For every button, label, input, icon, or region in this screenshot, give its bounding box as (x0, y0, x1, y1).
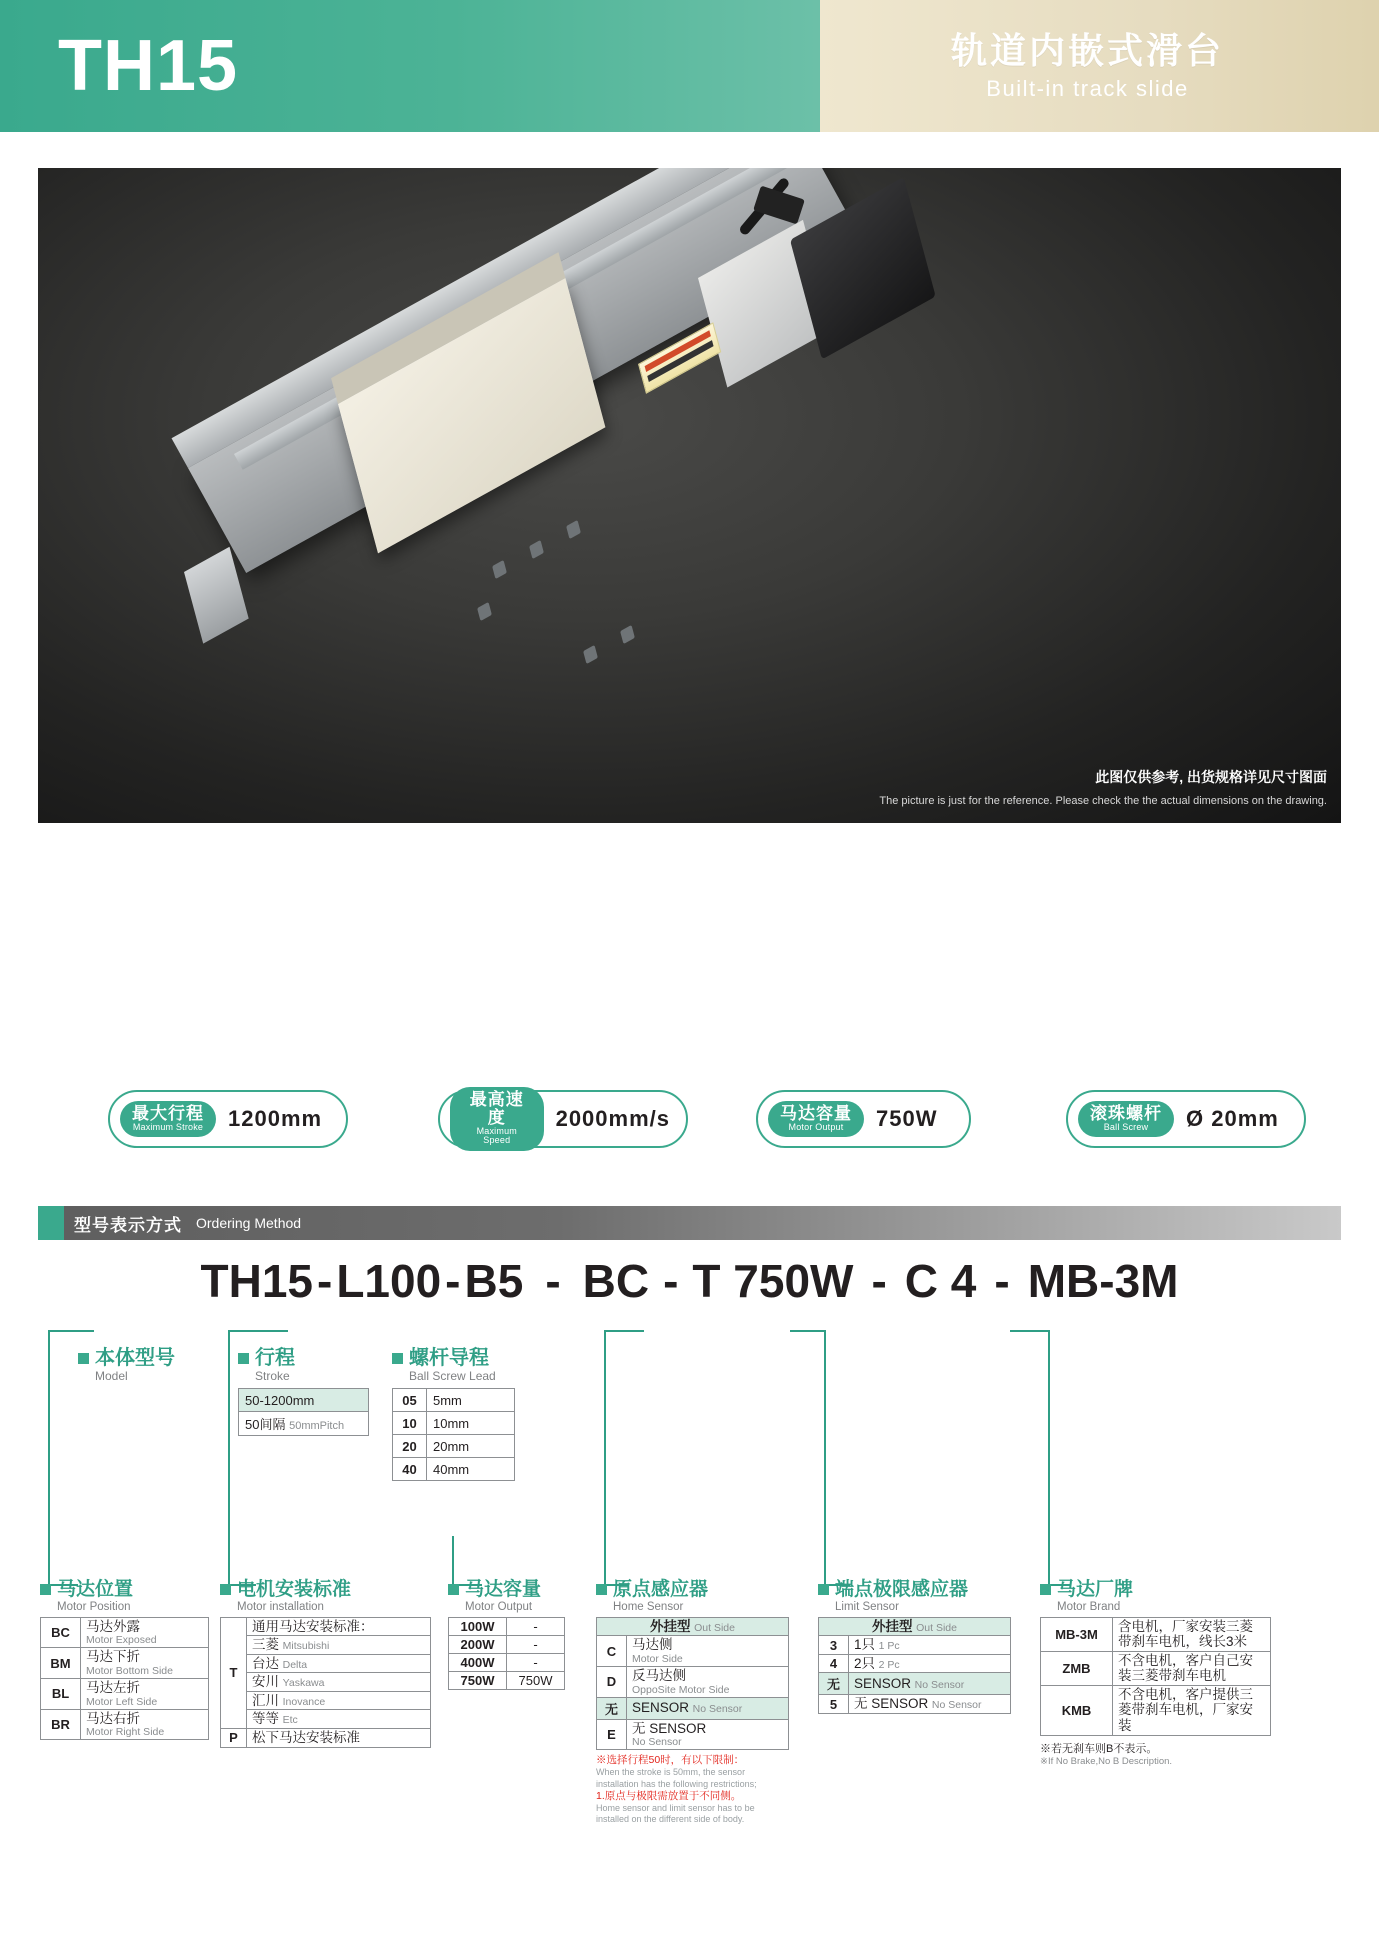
code-cell: T (221, 1617, 247, 1728)
note2-line-cn: 1.原点与极限需放置于不同侧。 (596, 1789, 742, 1802)
desc-cn: 马达下折 (86, 1649, 140, 1665)
table-row (41, 1648, 209, 1679)
desc-en: Motor Left Side (86, 1695, 158, 1708)
group-title-cn-text: 行程 (255, 1347, 295, 1369)
spec-value: Ø 20mm (1186, 1106, 1279, 1131)
group-title-cn-text: 原点感应器 (613, 1579, 709, 1600)
desc-cell (627, 1719, 789, 1750)
table-row (221, 1710, 431, 1729)
spec-value: 1200mm (228, 1106, 323, 1131)
group-marker-icon (818, 1584, 829, 1595)
product-title-en: Built-in track slide (986, 75, 1189, 101)
desc-cn: 台达 (252, 1655, 279, 1671)
code-cell: 100W (449, 1617, 507, 1635)
section-title-cn: 型号表示方式 (74, 1215, 182, 1235)
value-cell: 750W (507, 1671, 565, 1689)
code-cell: 4 (819, 1654, 849, 1673)
group-marker-icon (78, 1353, 89, 1364)
table-row (221, 1673, 431, 1692)
connector-line (452, 1536, 454, 1586)
connector-line (48, 1330, 94, 1332)
group-title-cn (238, 1348, 369, 1369)
code-cell: P (221, 1728, 247, 1747)
group-title-en: Motor Output (465, 1600, 533, 1613)
code-cell: BM (41, 1648, 81, 1679)
desc-cell (627, 1697, 789, 1719)
cover-screw (583, 645, 598, 664)
desc-en: Motor Side (632, 1652, 683, 1665)
code-cell: BC (41, 1617, 81, 1648)
group-title-cn-text: 马达厂牌 (1057, 1579, 1134, 1600)
desc-en: No Sensor (914, 1679, 965, 1692)
cover-screw (620, 625, 635, 644)
order-code-part-motor-position: BC (582, 1255, 650, 1307)
desc-cn: 三菱 (252, 1637, 279, 1653)
desc-cell (627, 1666, 789, 1697)
order-code-dash: - (445, 1255, 461, 1307)
code-cell: 无 (819, 1673, 849, 1695)
connector-line (604, 1330, 606, 1586)
group-stroke (238, 1348, 369, 1436)
group-title-en: Stroke (255, 1369, 290, 1383)
table-row (819, 1654, 1011, 1673)
desc-cn: 2只 (854, 1655, 876, 1671)
group-model (78, 1348, 175, 1383)
desc-en: 2 Pc (878, 1658, 900, 1671)
group-title-cn-text: 电机安装标准 (237, 1579, 352, 1600)
desc-en: Mitsubishi (282, 1640, 330, 1653)
order-code-dash: - (545, 1255, 561, 1307)
desc-en: Yaskawa (282, 1677, 325, 1690)
desc-en: Motor Bottom Side (86, 1664, 173, 1677)
desc-cell (1113, 1651, 1271, 1685)
desc-cn: SENSOR (854, 1676, 912, 1692)
desc-cn: 无 SENSOR (632, 1720, 707, 1736)
code-cell: C (597, 1636, 627, 1667)
table-row (1041, 1651, 1271, 1685)
group-limit-sensor (818, 1580, 1011, 1714)
desc-en: No Sensor (931, 1699, 982, 1712)
code-cell: BR (41, 1709, 81, 1740)
table-row (1041, 1685, 1271, 1735)
order-code-part-motor-output: T 750W (692, 1255, 854, 1307)
table-row (41, 1679, 209, 1710)
desc-cell (247, 1673, 431, 1692)
group-title-cn (40, 1580, 209, 1601)
code-cell: E (597, 1719, 627, 1750)
group-title-cn-text: 螺杆导程 (409, 1347, 489, 1369)
group-title-en: Motor Brand (1057, 1600, 1121, 1613)
group-marker-icon (596, 1584, 607, 1595)
desc-cn: 马达右折 (86, 1710, 140, 1726)
desc-cn: 安川 (252, 1674, 279, 1690)
desc-cell (81, 1617, 209, 1648)
spec-label-cn: 最大行程 (132, 1103, 204, 1123)
note-line-cn: ※选择行程50时，有以下限制： (596, 1754, 745, 1767)
desc-cn: 松下马达安装标准 (252, 1729, 360, 1745)
connector-line (790, 1330, 826, 1332)
value-cell: - (507, 1653, 565, 1671)
desc-en: Inovance (282, 1695, 326, 1708)
spec-pill-row (38, 1090, 1341, 1154)
order-code-dash: - (871, 1255, 887, 1307)
stroke-option-table (238, 1388, 369, 1436)
note2-line-en: Home sensor and limit sensor has to be installed on the different side of body. (596, 1802, 755, 1825)
spec-pill-caption (120, 1101, 216, 1137)
desc-cn: 1只 (854, 1637, 876, 1653)
group-title-cn (448, 1580, 565, 1601)
order-code-part-model: TH15 (200, 1255, 313, 1307)
section-title-en: Ordering Method (196, 1215, 302, 1231)
desc-en: No Sensor (692, 1703, 743, 1716)
table-row (597, 1697, 789, 1719)
order-code-dash: - (994, 1255, 1010, 1307)
desc-cn: 马达左折 (86, 1680, 140, 1696)
code-cell: 无 (597, 1697, 627, 1719)
group-marker-icon (40, 1584, 51, 1595)
lead-code: 10 (393, 1412, 427, 1435)
code-cell: 750W (449, 1671, 507, 1689)
spec-pill-ball-screw (1066, 1090, 1306, 1148)
group-marker-icon (238, 1353, 249, 1364)
motor-output-table (448, 1617, 565, 1690)
desc-en: Out Side (694, 1621, 735, 1634)
desc-cn: 不含电机，客户提供三菱带刹车电机，厂家安装 (1118, 1686, 1253, 1733)
order-code-dash: - (316, 1255, 333, 1307)
value-cell: - (507, 1617, 565, 1635)
desc-en: Motor Right Side (86, 1726, 165, 1739)
group-title-en: Limit Sensor (835, 1600, 899, 1613)
spec-label-en: Motor Output (788, 1121, 844, 1132)
note-line-en: ※If No Brake,No B Description. (1040, 1755, 1173, 1767)
code-cell: 5 (819, 1695, 849, 1714)
lead-value: 10mm (427, 1412, 515, 1435)
lead-value: 20mm (427, 1435, 515, 1458)
group-ball-screw-lead (392, 1348, 515, 1481)
lead-code: 20 (393, 1435, 427, 1458)
photo-disclaimer-cn: 此图仅供参考, 出货规格详见尺寸图面 (1095, 769, 1327, 785)
spec-label-cn: 马达容量 (780, 1103, 852, 1123)
value-cell: - (507, 1635, 565, 1653)
table-row (449, 1653, 565, 1671)
lead-option-table (392, 1388, 515, 1481)
connector-line (228, 1330, 230, 1586)
spec-label-en: Maximum Stroke (132, 1121, 204, 1132)
cover-screw (566, 520, 581, 539)
group-home-sensor (596, 1580, 789, 1825)
spec-label-cn: 滚珠螺杆 (1090, 1103, 1162, 1123)
group-marker-icon (392, 1353, 403, 1364)
desc-en: Out Side (916, 1621, 957, 1634)
desc-cell (247, 1617, 431, 1636)
desc-cell (81, 1648, 209, 1679)
code-cell: 3 (819, 1636, 849, 1655)
table-row (393, 1458, 515, 1481)
table-row (221, 1617, 431, 1636)
order-code-part-stroke: L100 (336, 1255, 442, 1307)
subheader-cell (819, 1617, 1011, 1636)
header-left-band (0, 0, 820, 132)
table-row (819, 1695, 1011, 1714)
note-line-cn: ※若无刹车则B不表示。 (1040, 1742, 1158, 1755)
desc-cell (247, 1728, 431, 1747)
stroke-range-cell: 50-1200mm (239, 1389, 369, 1412)
code-cell: MB-3M (1041, 1617, 1113, 1651)
desc-en: OppoSite Motor Side (632, 1683, 730, 1696)
desc-cn: 汇川 (252, 1692, 279, 1708)
desc-cn: 不含电机，客户自己安装三菱带刹车电机 (1118, 1652, 1253, 1684)
table-row (597, 1719, 789, 1750)
desc-en: Etc (282, 1714, 298, 1727)
spec-pill-max-speed (438, 1090, 688, 1148)
lead-value: 5mm (427, 1389, 515, 1412)
connector-line (604, 1330, 644, 1332)
product-title-cn: 轨道内嵌式滑台 (950, 30, 1224, 72)
desc-cell (247, 1654, 431, 1673)
group-title-en: Motor installation (237, 1600, 324, 1613)
group-title-cn (1040, 1580, 1271, 1601)
desc-en: No Sensor (632, 1736, 682, 1749)
code-cell: D (597, 1666, 627, 1697)
desc-cn: 通用马达安装标准： (252, 1618, 374, 1634)
table-row (239, 1412, 369, 1436)
table-row (221, 1636, 431, 1655)
section-bar-accent (38, 1206, 64, 1240)
desc-en: 1 Pc (878, 1640, 900, 1653)
lead-value: 40mm (427, 1458, 515, 1481)
desc-cell (81, 1679, 209, 1710)
group-title-cn-text: 端点极限感应器 (835, 1579, 969, 1600)
note-line-en: When the stroke is 50mm, the sensor installation has the following restrictions; (596, 1767, 757, 1789)
product-illustration (38, 168, 1341, 823)
order-code-part-sensor: C 4 (904, 1255, 977, 1307)
group-title-cn-text: 马达位置 (57, 1579, 134, 1600)
spec-pill-caption (768, 1101, 864, 1137)
desc-cell (849, 1654, 1011, 1673)
photo-disclaimer-en: The picture is just for the reference. Please check the the actual dimensions on the drawing. (879, 795, 1327, 807)
table-row (41, 1709, 209, 1740)
table-row (41, 1617, 209, 1648)
desc-cell (627, 1636, 789, 1667)
cover-screw (477, 602, 492, 621)
group-title-en: Home Sensor (613, 1600, 684, 1613)
code-cell: BL (41, 1679, 81, 1710)
desc-en: Motor Exposed (86, 1634, 157, 1647)
desc-cn: SENSOR (632, 1700, 690, 1716)
group-marker-icon (448, 1584, 459, 1595)
desc-cell (247, 1691, 431, 1710)
table-row (449, 1617, 565, 1635)
spec-value: 2000mm/s (555, 1106, 670, 1131)
spec-pill-motor-output (756, 1090, 971, 1148)
desc-cell (81, 1709, 209, 1740)
home-sensor-table (596, 1617, 789, 1750)
header-right-band (820, 0, 1379, 132)
group-title-en: Ball Screw Lead (409, 1369, 496, 1383)
table-row (239, 1389, 369, 1412)
group-title-cn (392, 1348, 515, 1369)
desc-cn: 等等 (252, 1711, 279, 1727)
table-row (221, 1728, 431, 1747)
connector-line (824, 1330, 826, 1586)
table-row (393, 1412, 515, 1435)
desc-cell (1113, 1685, 1271, 1735)
spec-pill-caption (450, 1087, 544, 1151)
home-sensor-note (596, 1754, 786, 1825)
order-code-part-lead: B5 (464, 1255, 524, 1307)
group-motor-brand (1040, 1580, 1271, 1768)
spec-label-cn: 最高速度 (469, 1090, 524, 1128)
table-row (1041, 1617, 1271, 1651)
table-row (393, 1389, 515, 1412)
spec-label-en: Ball Screw (1103, 1121, 1149, 1132)
group-title-cn (78, 1348, 175, 1369)
desc-cn: 外挂型 (872, 1618, 913, 1634)
subheader-cell (597, 1617, 789, 1636)
motor-position-table (40, 1617, 209, 1740)
group-title-cn (596, 1580, 789, 1601)
connector-line (228, 1330, 288, 1332)
spec-value: 750W (876, 1106, 938, 1131)
group-title-en: Model (95, 1369, 128, 1383)
code-cell: 200W (449, 1635, 507, 1653)
group-title-cn (818, 1580, 1011, 1601)
group-motor-position (40, 1580, 209, 1740)
group-title-en: Motor Position (57, 1600, 131, 1613)
cover-screw (529, 540, 544, 559)
group-motor-output (448, 1580, 565, 1690)
spec-pill-max-stroke (108, 1090, 348, 1148)
stroke-pitch-cell (239, 1412, 369, 1436)
table-row (393, 1435, 515, 1458)
order-code-string (0, 1254, 1379, 1316)
desc-en: Delta (282, 1658, 308, 1671)
connector-line (1048, 1330, 1050, 1586)
table-row (819, 1636, 1011, 1655)
desc-cn: 马达侧 (632, 1637, 673, 1653)
desc-cell (849, 1673, 1011, 1695)
product-model-title: TH15 (58, 26, 239, 106)
group-title-cn (220, 1580, 431, 1601)
limit-sensor-table (818, 1617, 1011, 1714)
desc-cn: 含电机，厂家安装三菱带刹车电机，线长3米 (1118, 1618, 1253, 1650)
connector-line (48, 1330, 50, 1586)
desc-cell (849, 1636, 1011, 1655)
cover-screw (492, 560, 507, 579)
spec-label-en: Maximum Speed (476, 1125, 517, 1146)
group-motor-installation (220, 1580, 431, 1748)
table-row (597, 1666, 789, 1697)
code-cell: 400W (449, 1653, 507, 1671)
table-row (819, 1617, 1011, 1636)
table-row (221, 1654, 431, 1673)
table-row (449, 1671, 565, 1689)
table-row (819, 1673, 1011, 1695)
table-row (221, 1691, 431, 1710)
group-marker-icon (1040, 1584, 1051, 1595)
connector-line (1010, 1330, 1050, 1332)
stroke-pitch-cn: 50间隔 (245, 1417, 286, 1432)
code-cell: KMB (1041, 1685, 1113, 1735)
table-row (597, 1636, 789, 1667)
desc-cn: 马达外露 (86, 1618, 140, 1634)
group-marker-icon (220, 1584, 231, 1595)
spec-pill-caption (1078, 1101, 1174, 1137)
motor-brand-note (1040, 1742, 1271, 1769)
lead-code: 05 (393, 1389, 427, 1412)
desc-cn: 反马达侧 (632, 1667, 686, 1683)
table-row (597, 1617, 789, 1636)
group-title-cn-text: 本体型号 (95, 1347, 175, 1369)
order-code-dash: - (663, 1255, 679, 1307)
table-row (449, 1635, 565, 1653)
desc-cell (1113, 1617, 1271, 1651)
stroke-pitch-en: 50mmPitch (289, 1420, 345, 1432)
motor-brand-table (1040, 1617, 1271, 1736)
desc-cn: 无 SENSOR (854, 1696, 929, 1712)
order-code-part-motor-brand: MB-3M (1027, 1255, 1179, 1307)
motor-installation-table (220, 1617, 431, 1748)
product-photo (38, 168, 1341, 823)
desc-cell (247, 1710, 431, 1729)
lead-code: 40 (393, 1458, 427, 1481)
page-header (0, 0, 1379, 132)
desc-cell (247, 1636, 431, 1655)
desc-cell (849, 1695, 1011, 1714)
group-title-cn-text: 马达容量 (465, 1579, 542, 1600)
code-cell: ZMB (1041, 1651, 1113, 1685)
desc-cn: 外挂型 (650, 1618, 691, 1634)
section-bar-ordering-method (38, 1206, 1341, 1240)
